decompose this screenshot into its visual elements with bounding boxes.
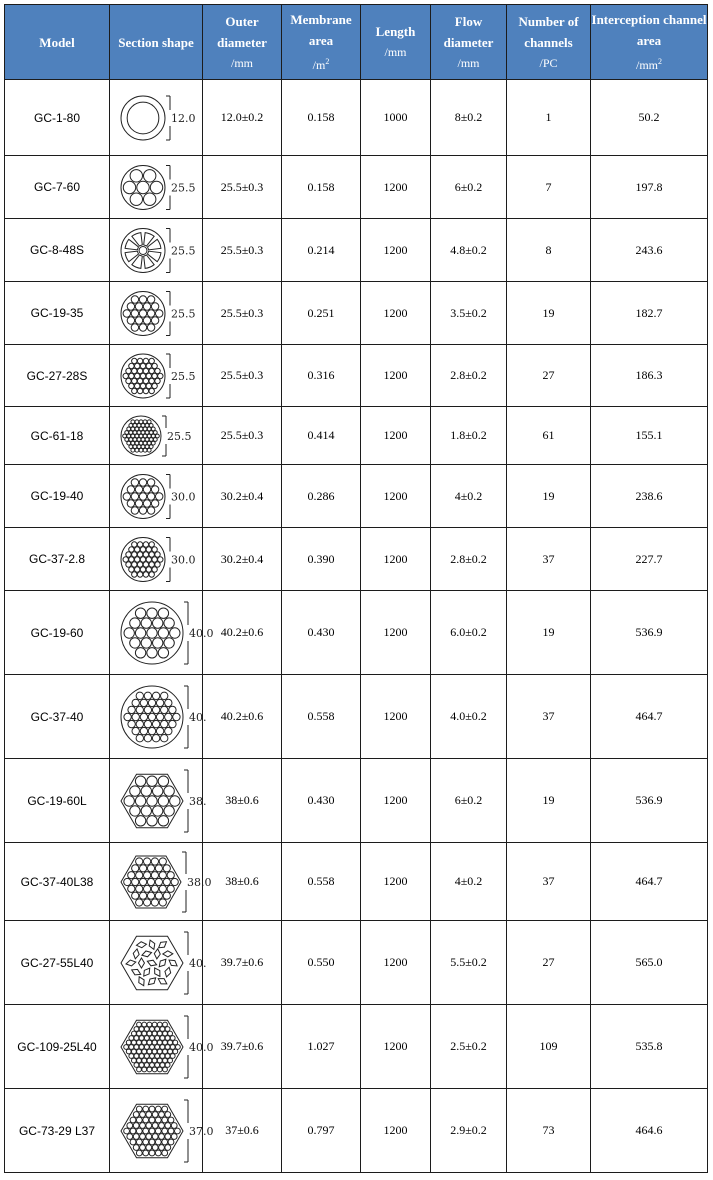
channels-cell: 109 [507,1005,591,1089]
header-interception-area: Interception channel area $/mm^2$ [591,5,708,80]
outer-diameter-cell: 39.7±0.6 [203,1005,282,1089]
membrane-area-cell: 0.158 [282,80,361,156]
outer-diameter-cell: 39.7±0.6 [203,921,282,1005]
length-cell: 1200 [361,921,431,1005]
interception-area-cell: 182.7 [591,282,708,345]
outer-diameter-cell: 40.2±0.6 [203,675,282,759]
length-cell: 1200 [361,675,431,759]
flow-diameter-cell: 2.8±0.2 [431,345,507,407]
section-shape-cell [110,282,203,345]
flow-diameter-cell: 1.8±0.2 [431,407,507,465]
membrane-area-cell: 1.027 [282,1005,361,1089]
membrane-area-cell: 0.214 [282,219,361,282]
single-tube-icon [113,83,199,153]
channels-cell: 19 [507,591,591,675]
membrane-area-cell: 0.286 [282,465,361,528]
hex-19-channel-icon [113,762,207,840]
model-cell: GC-73-29 L37 [5,1089,110,1173]
section-shape-cell [110,675,207,759]
dimension-label: 38. [189,794,207,808]
table-row [5,80,708,156]
membrane-spec-table [4,4,708,1173]
section-shape-cell [110,1005,214,1089]
channels-cell: 1 [507,80,591,156]
interception-area-cell: 464.7 [591,675,708,759]
length-cell: 1200 [361,465,431,528]
round-8-petal-icon [113,222,199,279]
length-cell: 1200 [361,282,431,345]
model-cell: GC-109-25L40 [5,1005,110,1089]
model-cell: GC-37-2.8 [5,528,110,591]
table-row [5,1089,708,1173]
channels-cell: 37 [507,675,591,759]
header-length: Length /mm [361,5,431,80]
table-row [5,591,708,675]
dimension-label: 38.0 [187,875,212,889]
table-row [5,407,708,465]
model-cell: GC-8-48S [5,219,110,282]
interception-area-cell: 535.8 [591,1005,708,1089]
section-shape-cell [110,759,207,843]
header-number-of-channels: Number of channels /PC [507,5,591,80]
table-row [5,1005,708,1089]
table-row [5,219,708,282]
outer-diameter-cell: 38±0.6 [203,843,282,921]
model-cell: GC-27-28S [5,345,110,407]
length-cell: 1200 [361,156,431,219]
outer-diameter-cell: 38±0.6 [203,759,282,843]
interception-area-cell: 227.7 [591,528,708,591]
channels-cell: 7 [507,156,591,219]
header-outer-diameter: Outer diameter /mm [203,5,282,80]
section-shape-cell [110,345,203,407]
channels-cell: 19 [507,465,591,528]
dimension-label: 25.5 [167,429,192,443]
table-row [5,759,708,843]
membrane-area-cell: 0.797 [282,1089,361,1173]
flow-diameter-cell: 5.5±0.2 [431,921,507,1005]
table-row [5,528,708,591]
dimension-label: 30.0 [171,553,196,566]
membrane-area-cell: 0.390 [282,528,361,591]
dimension-label: 40. [189,710,207,724]
dimension-label: 40.0 [189,1040,214,1054]
interception-area-cell: 50.2 [591,80,708,156]
channels-cell: 19 [507,282,591,345]
round-19-channel-icon [113,594,214,672]
interception-area-cell: 464.7 [591,843,708,921]
channels-cell: 27 [507,345,591,407]
model-cell: GC-19-40 [5,465,110,528]
model-cell: GC-37-40 [5,675,110,759]
model-cell: GC-19-60L [5,759,110,843]
header-flow-diameter: Flow diameter /mm [431,5,507,80]
length-cell: 1200 [361,407,431,465]
dimension-label: 25.5 [171,244,196,257]
model-cell: GC-19-60 [5,591,110,675]
outer-diameter-cell: 25.5±0.3 [203,407,282,465]
membrane-area-cell: 0.430 [282,759,361,843]
model-cell: GC-7-60 [5,156,110,219]
flow-diameter-cell: 4.8±0.2 [431,219,507,282]
flow-diameter-cell: 2.5±0.2 [431,1005,507,1089]
interception-area-cell: 565.0 [591,921,708,1005]
membrane-area-cell: 0.550 [282,921,361,1005]
round-37-channel-icon [113,531,199,588]
outer-diameter-cell: 40.2±0.6 [203,591,282,675]
table-body [5,80,708,1173]
outer-diameter-cell: 25.5±0.3 [203,345,282,407]
outer-diameter-cell: 37±0.6 [203,1089,282,1173]
flow-diameter-cell: 2.8±0.2 [431,528,507,591]
membrane-area-cell: 0.158 [282,156,361,219]
membrane-area-cell: 0.251 [282,282,361,345]
round-37-channel-icon [113,678,207,756]
table-header [5,5,708,80]
dimension-label: 40.0 [189,626,214,640]
interception-area-cell: 536.9 [591,759,708,843]
table-row [5,345,708,407]
channels-cell: 37 [507,843,591,921]
interception-area-cell: 186.3 [591,345,708,407]
length-cell: 1200 [361,345,431,407]
flow-diameter-cell: 2.9±0.2 [431,1089,507,1173]
channels-cell: 37 [507,528,591,591]
hex-73-channel-icon [113,1092,214,1170]
table-row [5,675,708,759]
round-7-channel-icon [113,159,199,216]
interception-area-cell: 197.8 [591,156,708,219]
outer-diameter-cell: 30.2±0.4 [203,528,282,591]
section-shape-cell [110,465,203,528]
interception-area-cell: 155.1 [591,407,708,465]
model-cell: GC-37-40L38 [5,843,110,921]
dimension-label: 30.0 [171,490,196,503]
table-row [5,156,708,219]
hex-109-channel-icon [113,1008,214,1086]
length-cell: 1000 [361,80,431,156]
section-shape-cell [110,921,207,1005]
outer-diameter-cell: 25.5±0.3 [203,219,282,282]
membrane-area-cell: 0.414 [282,407,361,465]
flow-diameter-cell: 3.5±0.2 [431,282,507,345]
header-section-shape: Section shape [110,5,203,80]
dimension-label: 25.5 [171,369,196,383]
section-shape-cell [110,528,203,591]
dimension-label: 25.5 [171,181,196,194]
interception-area-cell: 536.9 [591,591,708,675]
hex-37-channel-icon [113,846,212,918]
table-row [5,843,708,921]
flow-diameter-cell: 6±0.2 [431,759,507,843]
length-cell: 1200 [361,219,431,282]
round-27-channel-icon [113,348,199,404]
dimension-label: 37.0 [189,1124,214,1138]
flow-diameter-cell: 6±0.2 [431,156,507,219]
membrane-area-cell: 0.558 [282,675,361,759]
section-shape-cell [110,80,203,156]
channels-cell: 8 [507,219,591,282]
header-model: Model [5,5,110,80]
header-membrane-area: Membrane area $/m^2$ [282,5,361,80]
section-shape-cell [110,407,203,465]
table-row [5,921,708,1005]
model-cell: GC-61-18 [5,407,110,465]
flow-diameter-cell: 8±0.2 [431,80,507,156]
hex-27-diamond-icon [113,924,207,1002]
table-row [5,465,708,528]
length-cell: 1200 [361,1089,431,1173]
model-cell: GC-27-55L40 [5,921,110,1005]
section-shape-cell [110,843,212,921]
interception-area-cell: 464.6 [591,1089,708,1173]
round-19-channel-icon [113,468,199,525]
interception-area-cell: 243.6 [591,219,708,282]
length-cell: 1200 [361,843,431,921]
section-shape-cell [110,591,214,675]
membrane-area-cell: 0.316 [282,345,361,407]
table-row [5,282,708,345]
interception-area-cell: 238.6 [591,465,708,528]
flow-diameter-cell: 4±0.2 [431,843,507,921]
channels-cell: 19 [507,759,591,843]
section-shape-cell [110,1089,214,1173]
flow-diameter-cell: 4±0.2 [431,465,507,528]
channels-cell: 61 [507,407,591,465]
model-cell: GC-1-80 [5,80,110,156]
flow-diameter-cell: 4.0±0.2 [431,675,507,759]
length-cell: 1200 [361,759,431,843]
section-shape-cell [110,156,203,219]
channels-cell: 73 [507,1089,591,1173]
dimension-label: 12.0 [171,111,196,125]
outer-diameter-cell: 25.5±0.3 [203,282,282,345]
section-shape-cell [110,219,203,282]
outer-diameter-cell: 25.5±0.3 [203,156,282,219]
length-cell: 1200 [361,528,431,591]
model-cell: GC-19-35 [5,282,110,345]
dimension-label: 40. [189,956,207,970]
round-19-channel-icon [113,285,199,342]
length-cell: 1200 [361,1005,431,1089]
outer-diameter-cell: 30.2±0.4 [203,465,282,528]
outer-diameter-cell: 12.0±0.2 [203,80,282,156]
flow-diameter-cell: 6.0±0.2 [431,591,507,675]
membrane-area-cell: 0.558 [282,843,361,921]
dimension-label: 25.5 [171,307,196,320]
channels-cell: 27 [507,921,591,1005]
membrane-area-cell: 0.430 [282,591,361,675]
round-61-channel-icon [113,410,199,462]
length-cell: 1200 [361,591,431,675]
